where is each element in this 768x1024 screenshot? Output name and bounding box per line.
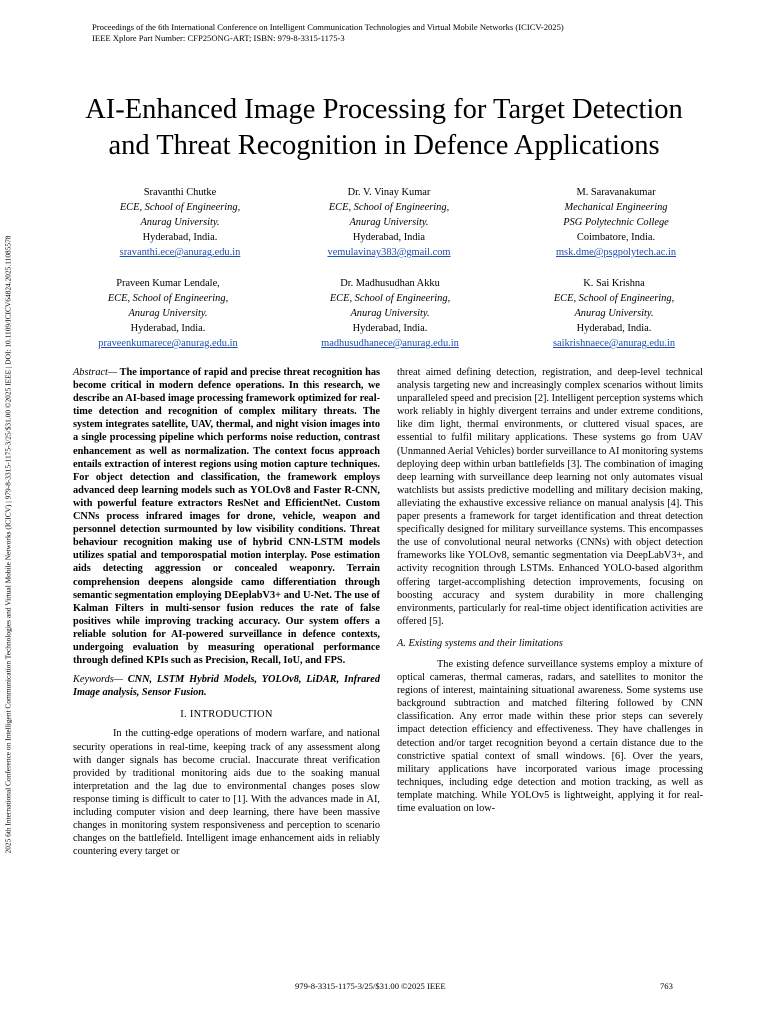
- abstract-label: Abstract—: [73, 367, 118, 378]
- existing-systems-heading: A. Existing systems and their limitations: [397, 637, 563, 649]
- author-location: Hyderabad, India.: [142, 232, 218, 243]
- author-block: [519, 276, 709, 351]
- author-location: Hyderabad, India.: [576, 323, 652, 334]
- title-line-2: and Threat Recognition in Defence Applications: [108, 130, 660, 161]
- author-dept: ECE, School of Engineering,: [107, 293, 229, 304]
- author-org: Anurag University.: [350, 308, 430, 319]
- intro-paragraph-2: threat aimed defining detection, registration, and deep-level technical analysis targeting new and increasingly complex scenarios without limits unparalleled speed and precision [2]. Intelligent perception systems which work reliably in highly divergent terrains and under extreme conditions, like dim light, thermal environments, or cluttered visual spaces, are essential to fulfil military applications. These systems go from UAV (Unmanned Aerial Vehicles) border surveillance to AI monitoring systems deploying deep within urban battlefields [3]. The combination of imaging deep learning with surveillance deep learning not only automates visual watchlists but assists predictive modelling and military decision making, alleviating the exhaustive excessive reliance on manual analysis [4]. This paper presents a framework for target identification and threat detection specifically designed for military surveillance systems. This encompasses the use of convolutional neural networks (CNNs) with object detection frameworks like YOLOv8, semantic segmentation via DeepLabV3+, and activity recognition through LSTMs. Enhanced YOLO-based algorithm offering target-accomplishing detection improvements, focusing on boosting accuracy and system durability in more challenging environments, particularly for real-time object identification activities are offered [5].: [397, 367, 703, 627]
- author-org: Anurag University.: [128, 308, 208, 319]
- author-email-link[interactable]: madhusudhanece@anurag.edu.in: [321, 338, 459, 349]
- page-number: 763: [660, 981, 673, 991]
- author-dept: ECE, School of Engineering,: [119, 202, 241, 213]
- abstract: [73, 366, 380, 667]
- author-org: Anurag University.: [574, 308, 654, 319]
- author-location: Hyderabad, India.: [352, 323, 428, 334]
- author-dept: ECE, School of Engineering,: [329, 293, 451, 304]
- intro-paragraph-1: In the cutting-edge operations of modern warfare, and national security operations in real-time, keeping track of any assessment along with danger signals has become crucial. Inaccurate threat verification provided by traditional monitoring aids due to the soaking manual interpretation and the lag due to environmental changes poses slow response timing is difficult to cater to [1]. With the advances made in AI, including computer vision and deep learning, there have been massive changes in monitoring system responsiveness and perception to scenario changes on the battlefield. Intelligent image enhancement aids in reliably countering every target or: [73, 728, 380, 858]
- author-email-link[interactable]: sravanthi.ece@anurag.edu.in: [119, 247, 241, 258]
- author-dept: ECE, School of Engineering,: [553, 293, 675, 304]
- author-block: [521, 185, 711, 260]
- author-org: Anurag University.: [140, 217, 220, 228]
- keywords-text: CNN, LSTM Hybrid Models, YOLOv8, LiDAR, Infrared Image analysis, Sensor Fusion.: [73, 674, 380, 699]
- author-email-link[interactable]: msk.dme@psgpolytech.ac.in: [555, 247, 677, 258]
- keywords-label: Keywords—: [73, 674, 123, 686]
- author-name: Dr. V. Vinay Kumar: [347, 187, 431, 198]
- paper-title: [0, 92, 768, 164]
- author-name: Praveen Kumar Lendale,: [116, 278, 220, 289]
- author-org: Anurag University.: [349, 217, 429, 228]
- keywords: [73, 673, 380, 699]
- side-doi-text: 2025 6th International Conference on Intelligent Communication Technologies and Virtual Mobile Networks (ICICV) | 979-8-3315-1175-3/25/$31.00 ©2025 IEEE | DOI: 10.1109/ICICV64824.2025.11085578: [3, 235, 13, 854]
- author-name: K. Sai Krishna: [583, 278, 645, 289]
- author-block: [294, 185, 484, 260]
- abstract-text: The importance of rapid and precise threat recognition has become critical in modern defence operations. In this research, we describe an AI-based image processing framework optimized for real-time detection and recognition of complex military threats. The system integrates satellite, UAV, thermal, and night vision images into a single processing pipeline which performs noise reduction, contrast enhancement as well as normalization. The context focus approach entails extraction of interest regions using motion capture techniques. For object detection and classification, the framework employs advanced deep learning models such as YOLOv8 and Faster R-CNN, with powerful feature extractors ResNet and EfficientNet. Custom CNNs process infrared images for drone, vehicle, weapon and personnel detection surmounted by low visibility conditions. Threat behaviour recognition making use of hybrid CNN-LSTM models utilizes spatial and temporospatial motion interplay. Pose estimation aids detecting aggression or concealed weaponry. Terrain comprehension deepens alongside camo differentiation through semantic segmentation employing DEeplabV3+ and U-Net. The use of Kalman Filters in multi-sensor fusion reduces the rate of false positives while improving tracking accuracy. Our system offers a reliable solution for AI-powered surveillance in defence contexts, undergoing evaluation by measuring operational performance through defined KPIs such as Precision, Recall, IoU, and FPS.: [73, 367, 380, 667]
- author-block: [85, 185, 275, 260]
- title-line-1: AI-Enhanced Image Processing for Target Detection: [85, 94, 683, 125]
- conference-header: Proceedings of the 6th International Conference on Intelligent Communication Technologies and Virtual Mobile Networks (ICICV-2025): [92, 22, 564, 32]
- right-column: [397, 366, 703, 815]
- isbn-header: IEEE Xplore Part Number: CFP25ONG-ART; ISBN: 979-8-3315-1175-3: [92, 33, 345, 43]
- author-email-link[interactable]: praveenkumarece@anurag.edu.in: [98, 338, 238, 349]
- author-dept: ECE, School of Engineering,: [328, 202, 450, 213]
- author-email-link[interactable]: saikrishnaece@anurag.edu.in: [552, 338, 676, 349]
- author-block: [295, 276, 485, 351]
- author-name: Sravanthi Chutke: [143, 187, 217, 198]
- author-location: Hyderabad, India: [352, 232, 426, 243]
- introduction-heading: I. INTRODUCTION: [180, 709, 273, 721]
- author-block: [73, 276, 263, 351]
- existing-systems-paragraph: The existing defence surveillance systems employ a mixture of optical cameras, thermal cameras, radars, and satellites to monitor the regions of interest, maintaining situational awareness. Some systems use background subtraction and matched filtering followed by CNN classification. Any error made within these prior steps can severely impact detection efficiency and effectiveness. They have challenges in detection and/or target recognition beyond a certain distance due to the constrictive spatial context of small windows. [6]. Over the years, military applications have incorporated various image processing techniques, including edge detection and motion tracking, as well as template matching. While YOLOv5 is lightweight, applying it for real-time evaluation on low-: [397, 658, 703, 814]
- author-location: Coimbatore, India.: [576, 232, 656, 243]
- author-location: Hyderabad, India.: [130, 323, 206, 334]
- footer-copyright: 979-8-3315-1175-3/25/$31.00 ©2025 IEEE: [295, 981, 446, 991]
- author-dept: Mechanical Engineering: [564, 202, 668, 213]
- left-column: [73, 366, 380, 858]
- author-email-link[interactable]: vemulavinay383@gmail.com: [327, 247, 451, 258]
- author-name: Dr. Madhusudhan Akku: [340, 278, 440, 289]
- author-org: PSG Polytechnic College: [563, 217, 669, 228]
- author-name: M. Saravanakumar: [576, 187, 656, 198]
